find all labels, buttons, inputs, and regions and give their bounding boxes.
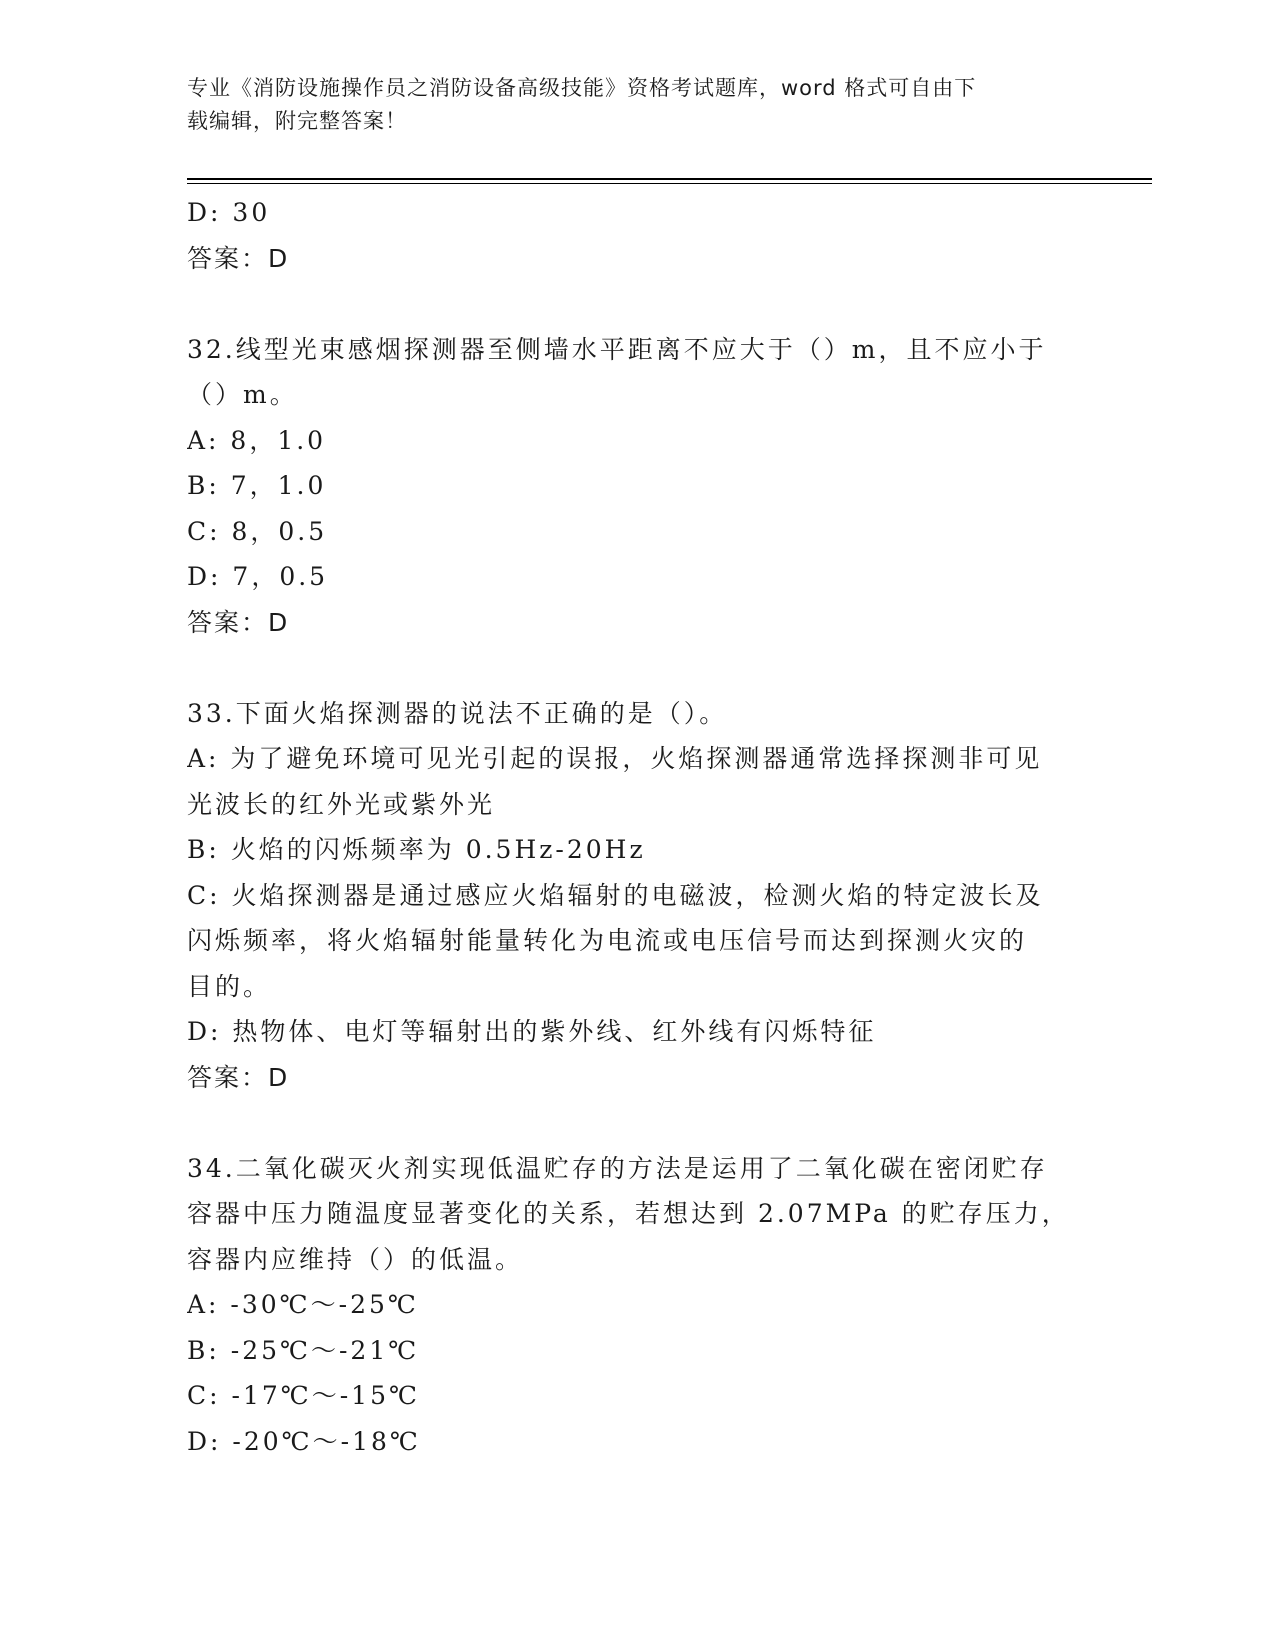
option-a: A: 8，1.0 xyxy=(187,425,327,455)
option-c: C: 8，0.5 xyxy=(187,516,328,546)
header-divider-thin xyxy=(187,183,1152,184)
option-b: B: 7，1.0 xyxy=(187,471,327,500)
question-33 xyxy=(187,691,1092,1101)
option-d: D: 热物体、电灯等辐射出的紫外线、红外线有闪烁特征 xyxy=(187,1017,877,1046)
answer: 答案：D xyxy=(187,1062,290,1092)
question-text: 34.二氧化碳灭火剂实现低温贮存的方法是运用了二氧化碳在密闭贮存 xyxy=(187,1153,1048,1183)
answer: 答案：D xyxy=(187,607,290,637)
header-line-2: 载编辑，附完整答案！ xyxy=(187,109,407,133)
header-line-1: 专业《消防设施操作员之消防设备高级技能》资格考试题库，word 格式可自由下 xyxy=(187,76,977,100)
question-text: 容器中压力随温度显著变化的关系，若想达到 2.07MPa 的贮存压力， xyxy=(187,1199,1070,1228)
option-a: A: -30℃～-25℃ xyxy=(187,1290,419,1319)
document-header xyxy=(187,72,1067,138)
option-a: A: 为了避免环境可见光引起的误报，火焰探测器通常选择探测非可见 xyxy=(187,744,1043,773)
question-text: （）m。 xyxy=(187,380,298,409)
spacer xyxy=(187,281,1092,327)
question-text: 容器内应维持（）的低温。 xyxy=(187,1244,524,1274)
option-c-continued: 目的。 xyxy=(187,971,272,1001)
spacer xyxy=(187,645,1092,691)
option-b: B: -25℃～-21℃ xyxy=(187,1335,420,1365)
option-a-continued: 光波长的红外光或紫外光 xyxy=(187,789,496,819)
answer: 答案：D xyxy=(187,243,290,273)
option-b: B: 火焰的闪烁频率为 0.5Hz-20Hz xyxy=(187,835,646,864)
question-text: 32.线型光束感烟探测器至侧墙水平距离不应大于（）m，且不应小于 xyxy=(187,334,1047,364)
option-c: C: 火焰探测器是通过感应火焰辐射的电磁波，检测火焰的特定波长及 xyxy=(187,880,1044,910)
question-32 xyxy=(187,327,1092,646)
option-c-continued: 闪烁频率，将火焰辐射能量转化为电流或电压信号而达到探测火灾的 xyxy=(187,926,1028,955)
spacer xyxy=(187,1100,1092,1146)
header-divider-thick xyxy=(187,178,1152,180)
option-d: D: -20℃～-18℃ xyxy=(187,1426,421,1456)
question-text: 33.下面火焰探测器的说法不正确的是（）。 xyxy=(187,698,728,728)
option-c: C: -17℃～-15℃ xyxy=(187,1381,420,1410)
option-d: D: 30 xyxy=(187,198,271,227)
question-34 xyxy=(187,1146,1092,1465)
question-list xyxy=(187,190,1092,1464)
option-d: D: 7，0.5 xyxy=(187,562,329,591)
